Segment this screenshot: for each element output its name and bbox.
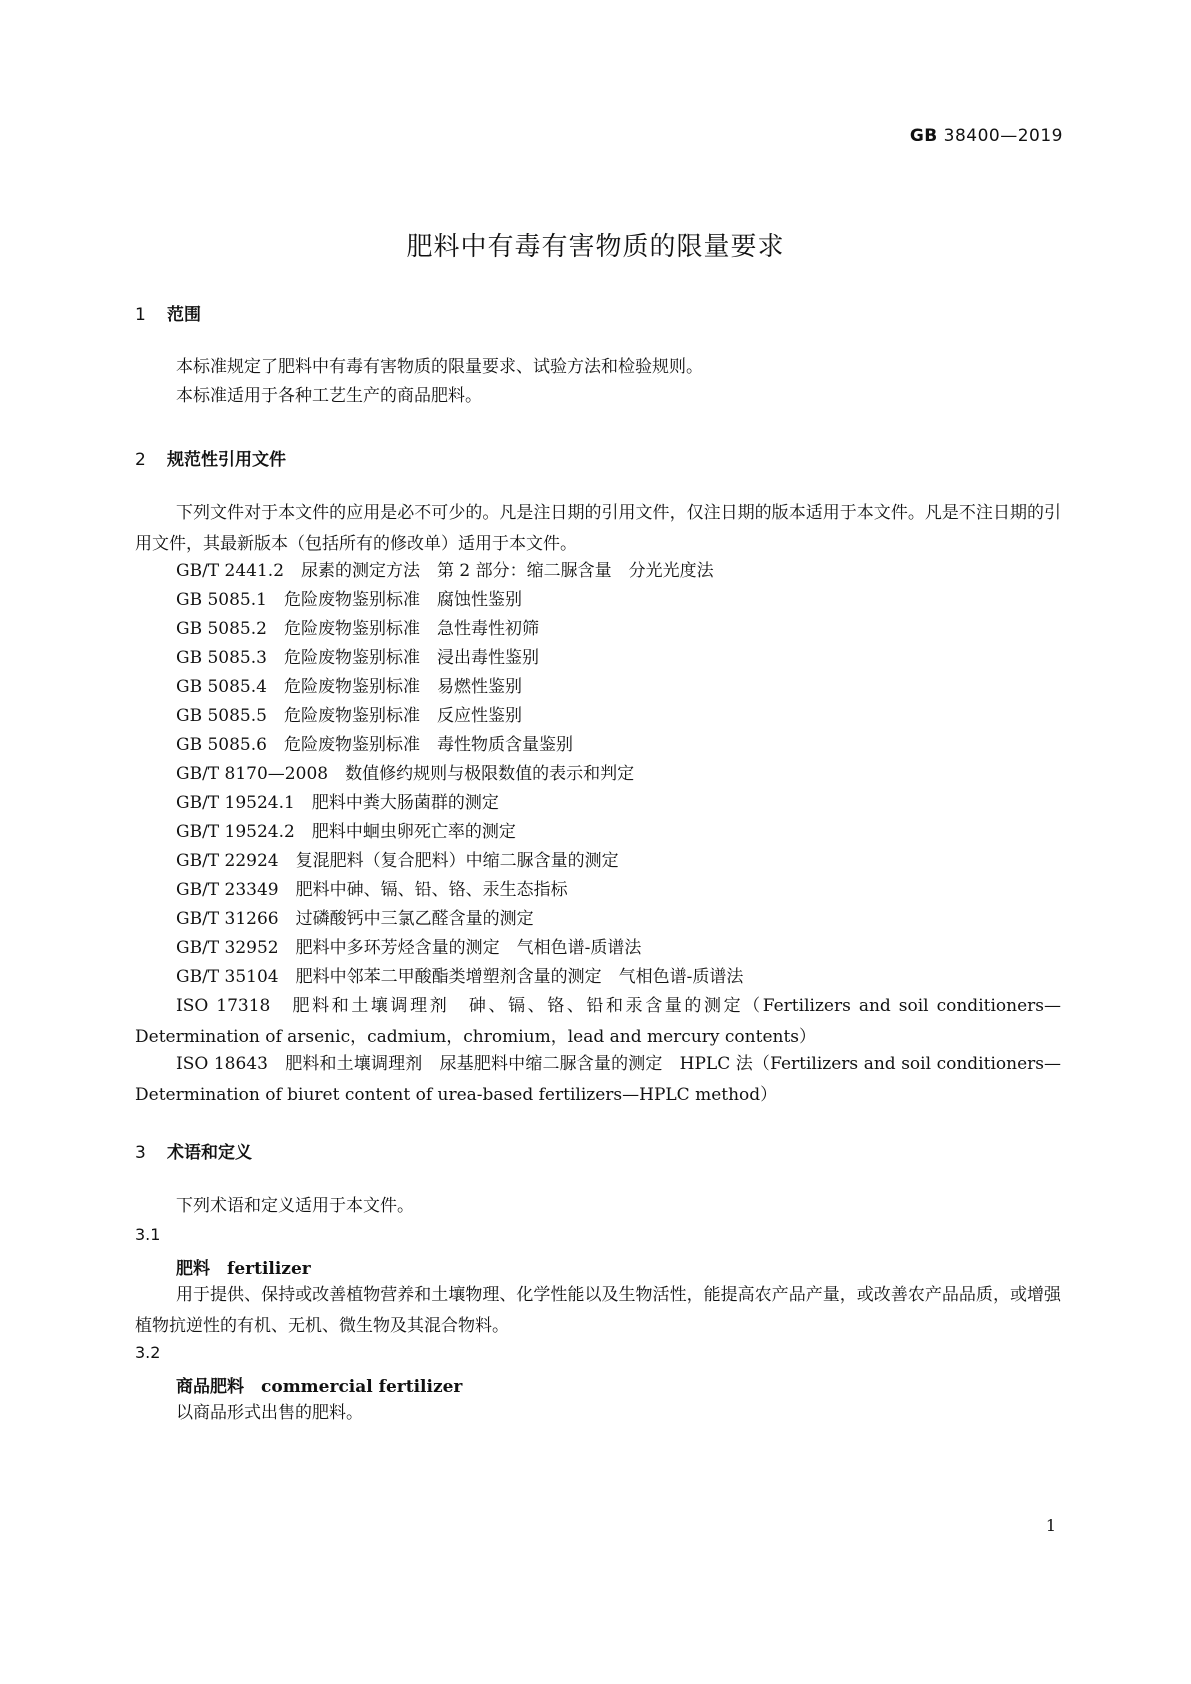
- reference-item-iso: ISO 18643 肥料和土壤调理剂 尿基肥料中缩二脲含量的测定 HPLC 法（Fertilizers and soil conditioners—Determination of biuret content of urea-based fertilizers—HPLC method）: [135, 1054, 1061, 1105]
- reference-item-iso: ISO 17318 肥料和土壤调理剂 砷、镉、铬、铅和汞含量的测定（Fertilizers and soil conditioners—Determination of arsenic，cadmium，chromium，lead and mercury contents）: [135, 996, 1061, 1047]
- reference-item: GB 5085.2 危险废物鉴别标准 急性毒性初筛: [176, 619, 539, 639]
- reference-item: GB/T 35104 肥料中邻苯二甲酸酯类增塑剂含量的测定 气相色谱-质谱法: [176, 967, 744, 987]
- section-title: 规范性引用文件: [167, 450, 286, 470]
- reference-item: GB 5085.6 危险废物鉴别标准 毒性物质含量鉴别: [176, 735, 573, 755]
- reference-item: GB/T 31266 过磷酸钙中三氯乙醛含量的测定: [176, 909, 534, 929]
- reference-item: GB 5085.3 危险废物鉴别标准 浸出毒性鉴别: [176, 648, 539, 668]
- scope-paragraph-2: 本标准适用于各种工艺生产的商品肥料。: [176, 386, 482, 406]
- terms-intro: 下列术语和定义适用于本文件。: [176, 1196, 414, 1216]
- section-number: 2: [135, 450, 146, 470]
- section-2-heading: [135, 445, 286, 470]
- section-1-heading: [135, 300, 201, 325]
- standard-number: 38400—2019: [943, 126, 1063, 146]
- section-title: 术语和定义: [167, 1143, 252, 1163]
- term-definition: 用于提供、保持或改善植物营养和土壤物理、化学性能以及生物活性，能提高农产品产量，或改善农产品品质，或增强植物抗逆性的有机、无机、微生物及其混合物料。: [135, 1285, 1061, 1336]
- term-number: 3.2: [135, 1343, 161, 1362]
- reference-item: GB/T 23349 肥料中砷、镉、铅、铬、汞生态指标: [176, 880, 568, 900]
- term-name: 肥料 fertilizer: [176, 1259, 311, 1279]
- standard-prefix: GB: [909, 126, 938, 146]
- document-title: 肥料中有毒有害物质的限量要求: [406, 232, 785, 262]
- section-3-heading: [135, 1138, 252, 1163]
- reference-item: GB 5085.1 危险废物鉴别标准 腐蚀性鉴别: [176, 590, 522, 610]
- reference-item: GB/T 22924 复混肥料（复合肥料）中缩二脲含量的测定: [176, 851, 619, 871]
- section-number: 1: [135, 305, 146, 325]
- reference-item: GB 5085.5 危险废物鉴别标准 反应性鉴别: [176, 706, 522, 726]
- reference-item: GB/T 8170—2008 数值修约规则与极限数值的表示和判定: [176, 764, 635, 784]
- section-number: 3: [135, 1143, 146, 1163]
- reference-item: GB/T 19524.1 肥料中粪大肠菌群的测定: [176, 793, 499, 813]
- scope-paragraph-1: 本标准规定了肥料中有毒有害物质的限量要求、试验方法和检验规则。: [176, 357, 703, 377]
- reference-item: GB/T 32952 肥料中多环芳烃含量的测定 气相色谱-质谱法: [176, 938, 642, 958]
- reference-item: GB/T 2441.2 尿素的测定方法 第 2 部分：缩二脲含量 分光光度法: [176, 561, 714, 581]
- term-number: 3.1: [135, 1225, 161, 1244]
- reference-item: GB 5085.4 危险废物鉴别标准 易燃性鉴别: [176, 677, 522, 697]
- page-number: 1: [1045, 1516, 1056, 1535]
- reference-item: GB/T 19524.2 肥料中蛔虫卵死亡率的测定: [176, 822, 516, 842]
- section-title: 范围: [167, 305, 201, 325]
- standard-code: [910, 126, 1063, 146]
- term-definition: 以商品形式出售的肥料。: [176, 1403, 363, 1423]
- term-name: 商品肥料 commercial fertilizer: [176, 1377, 463, 1397]
- references-intro: 下列文件对于本文件的应用是必不可少的。凡是注日期的引用文件，仅注日期的版本适用于本文件。凡是不注日期的引用文件，其最新版本（包括所有的修改单）适用于本文件。: [135, 503, 1061, 554]
